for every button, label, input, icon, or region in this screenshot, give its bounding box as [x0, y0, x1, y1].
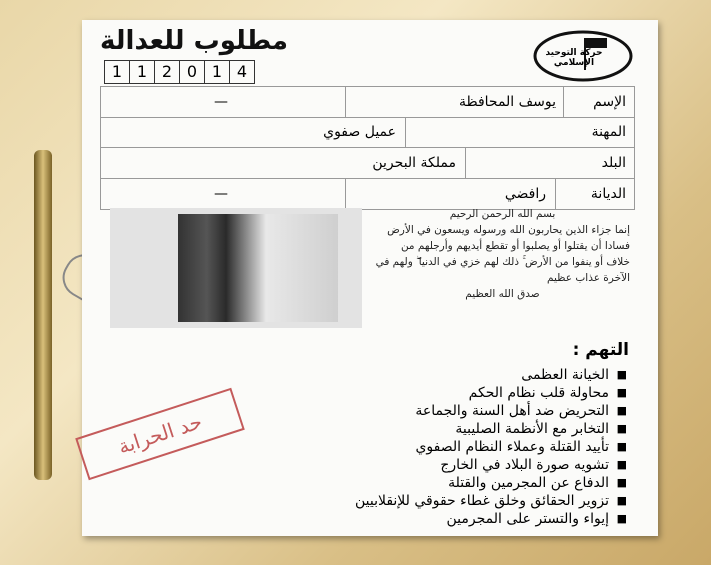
field-value: عميل صفوي [323, 124, 396, 140]
quran-verse [375, 206, 630, 302]
date-digit: 2 [155, 61, 180, 83]
list-item: ■ التخابر مع الأنظمة الصليبية [207, 420, 627, 438]
date-digit: 1 [205, 61, 230, 83]
field-value: رافضي [345, 179, 554, 209]
list-item: ■ التحريض ضد أهل السنة والجماعة [207, 402, 627, 420]
list-item: ■ تزوير الحقائق وخلق غطاء حقوقي للإنقلابيين [207, 492, 627, 510]
list-item: ■ الخيانة العظمى [207, 366, 627, 384]
pen-decoration [34, 150, 52, 480]
list-item: ■ تأييد القتلة وعملاء النظام الصفوي [207, 438, 627, 456]
logo-text: حركة التوحيد الإسلامي [545, 48, 603, 68]
date-digit: 0 [180, 61, 205, 83]
field-row-profession [100, 117, 635, 148]
field-label: المهنة [405, 117, 634, 147]
field-value: مملكة البحرين [372, 155, 456, 171]
verse-opening: بسم الله الرحمن الرحيم [449, 208, 556, 220]
list-item: ■ إيواء والتستر على المجرمين [207, 510, 627, 528]
date-digit: 1 [105, 61, 130, 83]
stamp: حد الحرابة [75, 388, 245, 481]
field-label: البلد [465, 148, 634, 178]
field-value: يوسف المحافظة [345, 87, 564, 117]
verse-text: إنما جزاء الذين يحاربون الله ورسوله ويسعون في الأرض فسادا أن يقتلوا أو يصلبوا أو تقطع أيديهم وأرجلهم من خلاف أو ينفوا من الأرض ۚ ذلك لهم خزي في الدنيا ۖ ولهم في الآخرة عذاب عظيم [375, 224, 630, 284]
charges-title: التهم : [572, 340, 629, 360]
charges-list [207, 366, 627, 528]
field-label: الإسم [563, 87, 634, 117]
field-extra: — [214, 94, 228, 110]
date-digit: 4 [236, 62, 248, 81]
page-title: مطلوب للعدالة [100, 26, 289, 56]
field-row-name [100, 86, 635, 118]
date-digit: 1 [130, 61, 155, 83]
field-extra: — [214, 186, 228, 202]
list-item: ■ محاولة قلب نظام الحكم [207, 384, 627, 402]
list-item: ■ تشويه صورة البلاد في الخارج [207, 456, 627, 474]
suspect-photo [110, 208, 362, 328]
field-row-country [100, 148, 635, 179]
date-boxes [104, 60, 255, 84]
list-item: ■ الدفاع عن المجرمين والقتلة [207, 474, 627, 492]
field-label: الديانة [555, 179, 634, 209]
verse-closing: صدق الله العظيم [465, 288, 540, 300]
logo [533, 30, 633, 82]
